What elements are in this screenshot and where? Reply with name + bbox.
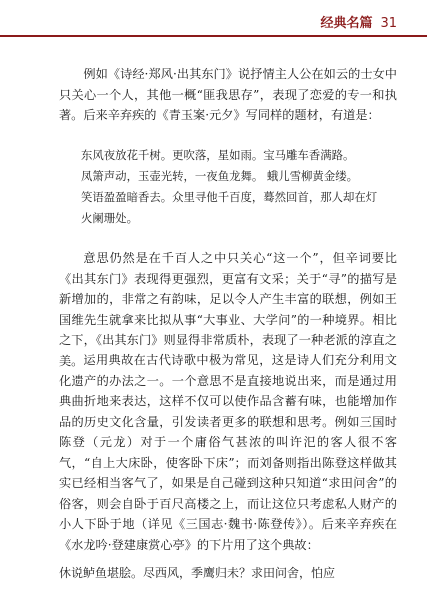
- poem-block-qingyuan: [81, 145, 381, 229]
- header-rule: [0, 35, 427, 37]
- poem-line: 笑语盈盈暗香去。众里寻他千百度，蓦然回首，那人却在灯: [81, 190, 378, 204]
- paragraph-3: 运用典故在古代诗歌中极为常见，这是诗人们充分利用文化遗产的办法之一。一个意思不是直接地说出来，而是通过用典曲折地来表达，这样不仅可以使作品含蓄有味，也能增加作品的历史文化含量，引发读者更多的联想和思考。例如三国时陈登（元龙）对于一个庸俗气甚浓的叫许汜的客人很不客气，“自上大床卧，使客卧下床”；而刘备则指出陈登这样做其实已经相当客气了，如果是自己碰到这种只知道“求田问舍”的俗客，则会自卧于百尺高楼之上，而让这位只考虑私人财产的小人下卧于地（详见《三国志·魏书·陈登传》）。后来辛弃疾在《水龙吟·登建康赏心亭》的下片用了这个典故：: [59, 353, 397, 552]
- running-header: [320, 12, 397, 31]
- page-number: 31: [380, 16, 397, 31]
- poem-line: 凤箫声动，玉壶光转，一夜鱼龙舞。 蛾儿雪柳黄金缕。: [81, 169, 358, 183]
- poem-line: 东风夜放花千树。更吹落，星如雨。宝马雕车香满路。: [81, 148, 355, 162]
- poem-line: 火阑珊处。: [81, 211, 138, 225]
- section-title: 经典名篇: [320, 16, 373, 31]
- paragraph-2: 意思仍然是在千百人之中只关心“这一个”，但辛词要比《出其东门》表现得更强烈，更富有文采；关于“寻”的描写是新增加的，非常之有韵味，足以令人产生丰富的联想，例如王国维先生就拿来比拟从事“大事业、大学问”的一种境界。相比之下，《出其东门》则显得非常质朴，表现了一种老派的淳直之美。: [59, 251, 397, 368]
- poem-line-shuilongyin: 休说鲈鱼堪脍。尽西风，季鹰归未？求田问舍，怕应: [59, 566, 336, 580]
- paragraph-1: 例如《诗经·郑风·出其东门》说抒情主人公在如云的士女中只关心一个人，其他一概“匪我思存”，表现了恋爱的专一和执著。后来辛弃疾的《青玉案·元夕》写同样的题材，有道是：: [59, 67, 397, 122]
